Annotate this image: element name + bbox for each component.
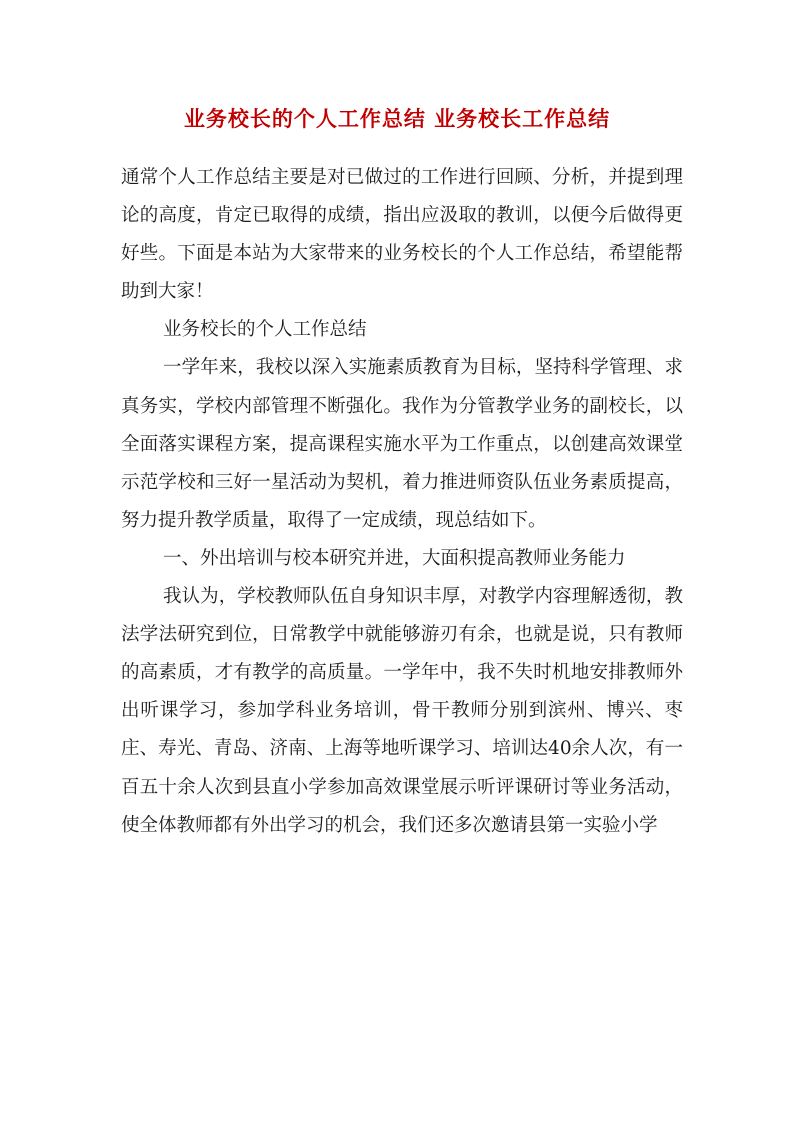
section-one-heading: 一、外出培训与校本研究并进，大面积提高教师业务能力: [163, 547, 626, 569]
section-heading: 业务校长的个人工作总结: [163, 319, 367, 341]
section-one-paragraph: 我认为，学校教师队伍自身知识丰厚，对教学内容理解透彻，教法学法研究到位，日常教学中就能够游刃有余，也就是说，只有教师的高素质，才有教学的高质量。一学年中，我不失时机地安排教师外出听课学习，参加学科业务培训，骨干教师分别到滨州、博兴、枣庄、寿光、青岛、济南、上海等地听课学习、培训达40余人次，有一百五十余人次到县直小学参加高效课堂展示听评课研讨等业务活动，使全体教师都有外出学习的机会，我们还多次邀请县第一实验小学: [121, 586, 683, 836]
document-body: [121, 159, 683, 845]
document-title: 业务校长的个人工作总结 业务校长工作总结: [183, 106, 611, 131]
intro-paragraph: 通常个人工作总结主要是对已做过的工作进行回顾、分析，并提到理论的高度，肯定已取得的成绩，指出应汲取的教训，以便今后做得更好些。下面是本站为大家带来的业务校长的个人工作总结，希望能帮助到大家！: [121, 167, 683, 303]
summary-paragraph: 一学年来，我校以深入实施素质教育为目标，坚持科学管理、求真务实，学校内部管理不断强化。我作为分管教学业务的副校长，以全面落实课程方案，提高课程实施水平为工作重点，以创建高效课堂示范学校和三好一星活动为契机，着力推进师资队伍业务素质提高，努力提升教学质量，取得了一定成绩，现总结如下。: [121, 357, 683, 531]
